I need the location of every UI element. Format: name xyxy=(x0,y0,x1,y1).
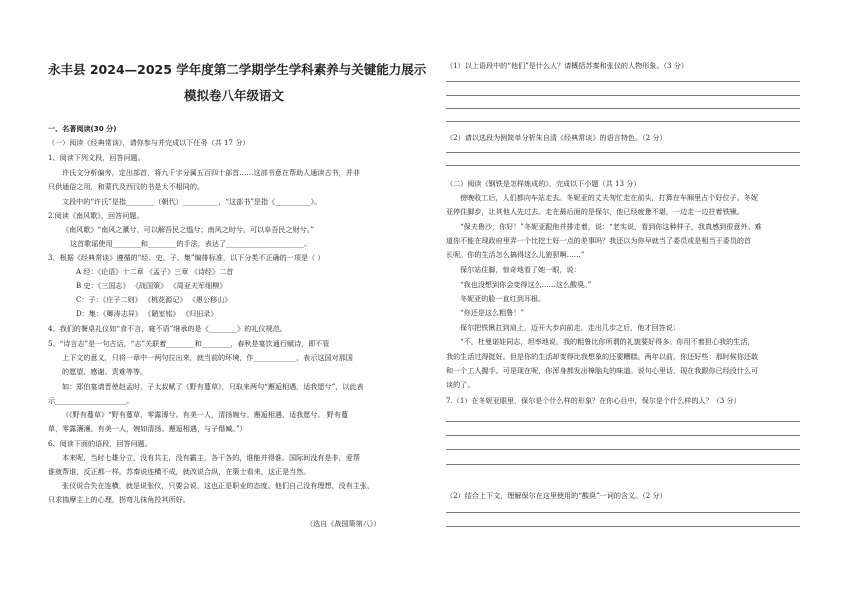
answer-line[interactable] xyxy=(446,152,800,153)
passage-line: 长呢。你的生活怎么搞得这么儿狼狈啊……” xyxy=(446,250,585,259)
question-text: （2）结合上下文，理解保尔在这里使用的“酸臭”一词的含义。（2 分） xyxy=(446,491,667,500)
exam-title-line2: 模拟卷八年级语文 xyxy=(183,88,284,103)
passage-line: 我的生活过得挺好。但是你的生活却变得比我想象的还要糟糕。两年以前，你还好些：那时候你还敢 xyxy=(446,352,759,361)
answer-line[interactable] xyxy=(446,464,800,465)
passage-line: 冬妮亚的脸一直红到耳根。 xyxy=(460,294,546,303)
passage-line: “你还是这么粗鲁！” xyxy=(460,308,525,317)
text-line: 许氏文分析偏旁，定出部首，将九千字分属五百四十部首……这部书意在帮助人通读古书，并非 xyxy=(62,168,360,177)
text-line: 示____________________。 xyxy=(48,396,134,405)
question-text: （1）以上语段中的“他们”是什么人？请概括苏秦和张仪的人物形象。（3 分） xyxy=(446,61,688,70)
passage-line: 和一个工人握手。可是现在呢，你浑身都发出樟脑丸的味道。说句心里话，现在我跟你已经没什么可 xyxy=(446,366,759,375)
answer-line[interactable] xyxy=(446,449,800,450)
answer-line[interactable] xyxy=(446,435,800,436)
question-text: （2）请以选段为例简单分析朱自清《经典常谈》的语言特色。（2 分） xyxy=(446,133,667,142)
text-line: 只求揣摩主上的心理，拐弯儿抹角投其所好。 xyxy=(48,495,190,504)
text-line: 3、根据《经典常谈》遵循的“经、史、子、集”编排标准，以下分类不正确的一项是（ ） xyxy=(48,253,325,262)
answer-line[interactable] xyxy=(446,512,800,513)
question-text: 7.（1）在冬妮亚眼里，保尔是个什么样的形象？在你心目中，保尔是个什么样的人？（3 分） xyxy=(446,396,741,405)
source-note: （选自《战国策第八》） xyxy=(306,519,381,528)
text-line: 草，零露瀼瀼。有美一人，婉如清扬。邂逅相遇，与子偕臧。”） xyxy=(48,424,247,433)
answer-line[interactable] xyxy=(446,95,800,96)
answer-line[interactable] xyxy=(446,81,800,82)
answer-line[interactable] xyxy=(446,108,800,109)
option-b: B 史：《三国志》 《战国策》 《周亚夫军细柳》 xyxy=(76,281,227,290)
passage-line: 傍晚收工后，人们都向车站走去。冬妮亚的丈夫匆忙走在前头，打算在车厢里占个好位子。冬妮 xyxy=(460,193,758,202)
option-c: C：子：《庄子二则》 《桃花源记》 《愚公移山》 xyxy=(76,295,232,304)
answer-line[interactable] xyxy=(446,165,800,166)
text-line: 的愿望、感谢、责难等等。 xyxy=(62,367,148,376)
text-line: （《野有蔓草》“野有蔓草，零露漙兮。有美一人，清扬婉兮。邂逅相遇，适我愿兮。 野有蔓 xyxy=(62,410,349,419)
passage-line: 谈的了。 xyxy=(446,380,475,389)
option-d: D：集：《卿涛志异》 《陋室铭》 《归田录》 xyxy=(76,309,218,318)
passage-line: “不，杜曼诺娃同志，坦率地说，我的粗鲁比你所谓的礼貌要好得多。你用不着担心我的生活， xyxy=(460,337,755,346)
answer-line[interactable] xyxy=(446,421,800,422)
text-line: 文段中的“许氏”是指________（朝代）__________，“这部书”是指《__________》。 xyxy=(62,197,322,206)
exam-title-line1: 永丰县 2024—2025 学年度第二学期学生学科素养与关键能力展示 xyxy=(48,62,427,77)
passage-line: “我也没想到你会变得这么……这么酸臭。” xyxy=(460,280,592,289)
text-line: 6、阅读下面的语段，回答问题。 xyxy=(48,439,152,448)
text-line: 4、我们的餐桌礼仪如“食不言，寝不语”继承的是《________》的礼仪规范。 xyxy=(48,324,287,333)
option-a: A 经：《论语》十二章 《孟子》三章 《诗经》二首 xyxy=(76,267,234,276)
text-line: 上下文的意义，只将一章中一两句拉出来，就当前的环境，作____________，表示这国对那国 xyxy=(62,353,353,362)
text-line: 谁就帮谁，反正都一样。苏秦说连横不成，就改说合纵，在策士看来，这正是当然。 xyxy=(48,467,311,476)
answer-line[interactable] xyxy=(446,121,800,122)
text-line: 只供通俗之用，和蒙代及西汉的书是大不相同的。 xyxy=(48,182,205,191)
text-line: 如：郑伯宴请晋使赵孟时，子太叔赋了《野有蔓草》，只取来两句“邂逅相遇，适我愿兮”，以此表 xyxy=(62,382,364,391)
section-heading: （二）阅读《钢铁是怎样炼成的》，完成以下小题（共 13 分） xyxy=(446,179,641,188)
text-line: 《南风歌》“南风之薰兮，可以解吾民之愠兮；南风之时兮，可以阜吾民之财兮。” xyxy=(62,225,314,234)
answer-line[interactable] xyxy=(446,526,800,527)
text-line: 本来呢，当时七雄分立，没有共主，没有霸主，各干各的，谁能并得谁。国际间没有是非，爱帮 xyxy=(62,453,360,462)
text-line: （一）阅读《经典常谈》，请你参与并完成以下任务（共 17 分） xyxy=(48,138,250,147)
text-line: 5、“诗言志”是一句古话，“志”关联着________和________，春秋是宴饮通行赋诗，即不管 xyxy=(48,339,330,348)
text-line: 这首歌谣使用________和________的手法，表达了______________________。 xyxy=(70,239,312,248)
passage-line: “保夫鲁沙，你好！”冬妮亚跟他并排走着，说：“老实说，看到你这种样子，我真感到很意外。难 xyxy=(460,222,762,231)
passage-line: 保尔把铁锹扛到肩上，迈开大步向前走。走出几步之后，他才回答说： xyxy=(460,323,680,332)
section-heading: 一、名著阅读(30 分) xyxy=(48,124,117,133)
text-line: 1、阅读下列文段，回答问题。 xyxy=(48,153,145,162)
passage-line: 亚停住脚步，让其他人先过去。走在最后面的是保尔，他已经疲惫不堪，一边走一边拄着铁锹。 xyxy=(446,207,744,216)
passage-line: 道你不能在现政府里弄一个比挖土好一点的差事吗？我还以为你早就当了委员或是相当于委员的首 xyxy=(446,236,752,245)
text-line: 2.阅读《南风歌》，回答问题。 xyxy=(48,211,144,220)
text-line: 张仪说合失在连横，就是说张仪，只要会说，这也正是职业的态度。他们自己没有理想，没有主张， xyxy=(62,481,375,490)
passage-line: 保尔站住脚，惊奇地看了她一眼，说： xyxy=(460,265,581,274)
